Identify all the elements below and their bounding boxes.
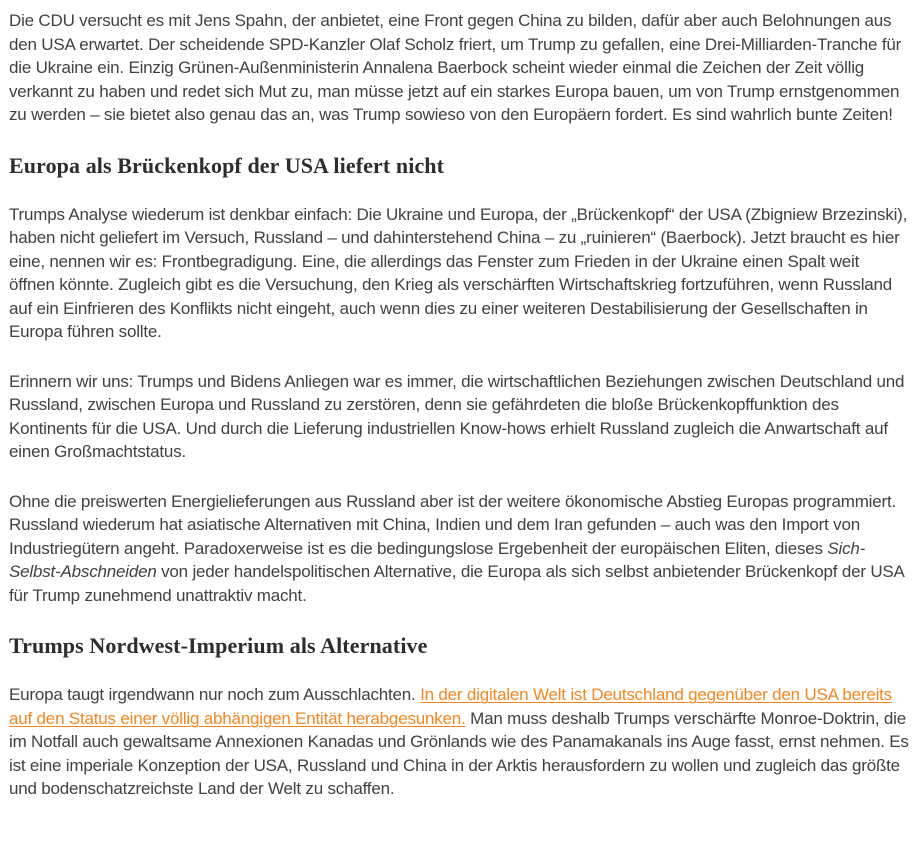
inline-link-digitale-welt[interactable]: In der digitalen Welt ist Deutschland gegenüber den USA bereits auf den Status einer völlig abhängigen Entität herabgesunken. (9, 685, 892, 728)
paragraph-intro: Die CDU versucht es mit Jens Spahn, der anbietet, eine Front gegen China zu bilden, dafür aber auch Belohnungen aus den USA erwartet. Der scheidende SPD-Kanzler Olaf Scholz friert, um Trump zu gefallen, eine Drei-Milliarden-Tranche für die Ukraine ein. Einzig Grünen-Außenministerin Annalena Baerbock scheint wieder einmal die Zeichen der Zeit völlig verkannt zu haben und redet sich Mut zu, man müsse jetzt auf ein starkes Europa bauen, um von Trump ernstgenommen zu werden – sie bietet also genau das an, was Trump sowieso von den Europäern fordert. Es sind wahrlich bunte Zeiten! (9, 11, 902, 124)
paragraph-trumps-analyse: Trumps Analyse wiederum ist denkbar einfach: Die Ukraine und Europa, der „Brückenkopf“ der USA (Zbigniew Brzezinski), haben nicht geliefert im Versuch, Russland – und dahinterstehend China – zu „ruinieren“ (Baerbock). Jetzt braucht es hier eine, nennen wir es: Frontbegradigung. Eine, die allerdings das Fenster zum Frieden in der Ukraine einen Spalt weit öffnen könnte. Zugleich gibt es die Versuchung, den Krieg als verschärften Wirtschaftskrieg fortzuführen, wenn Russland auf ein Einfrieren des Konflikts nicht eingeht, auch wenn dies zu einer weiteren Destabilisierung der Gesellschaften in Europa führen sollte. (9, 204, 908, 341)
paragraph-ausschlachten (9, 683, 909, 801)
paragraph-erinnern: Erinnern wir uns: Trumps und Bidens Anliegen war es immer, die wirtschaftlichen Beziehungen zwischen Deutschland und Russland, zwischen Europa und Russland zu zerstören, denn sie gefährdeten die bloße Brückenkopffunktion des Kontinents für die USA. Und durch die Lieferung industriellen Know-hows erhielt Russland zugleich die Anwartschaft auf einen Großmachtstatus. (9, 371, 905, 461)
paragraph-energielieferungen-start: Ohne die preiswerten Energielieferungen aus Russland aber ist der weitere ökonomische Abstieg Europas programmiert. Russland wiederum hat asiatische Alternativen mit China, Indien und dem Iran gefunden – auch was den Import von Industriegütern angeht. Paradoxerweise ist es die bedingungslose Ergebenheit der europäischen Eliten, dieses (9, 491, 896, 558)
paragraph-energielieferungen (9, 490, 909, 608)
paragraph-ausschlachten-start: Europa taugt irgendwann nur noch zum Ausschlachten. (9, 685, 421, 704)
heading-brueckenkopf: Europa als Brückenkopf der USA liefert nicht (9, 152, 445, 178)
paragraph-ausschlachten-end: Man muss deshalb Trumps verschärfte Monroe-Doktrin, die im Notfall auch gewaltsame Annexionen Kanadas und Grönlands wie des Panamakanals ins Auge fasst, ernst nehmen. Es ist eine imperiale Konzeption der USA, Russland und China in der Arktis herausfordern zu wollen und zugleich das größte und bodenschatzreichste Land der Welt zu schaffen. (9, 708, 909, 798)
heading-nordwest-imperium: Trumps Nordwest-Imperium als Alternative (9, 633, 428, 658)
paragraph-energielieferungen-end: von jeder handelspolitischen Alternative, die Europa als sich selbst anbietender Brückenkopf der USA für Trump zunehmend unattraktiv macht. (9, 562, 904, 605)
italic-phrase-sich-selbst-abschneiden: Sich-Selbst-Abschneiden (9, 538, 866, 581)
